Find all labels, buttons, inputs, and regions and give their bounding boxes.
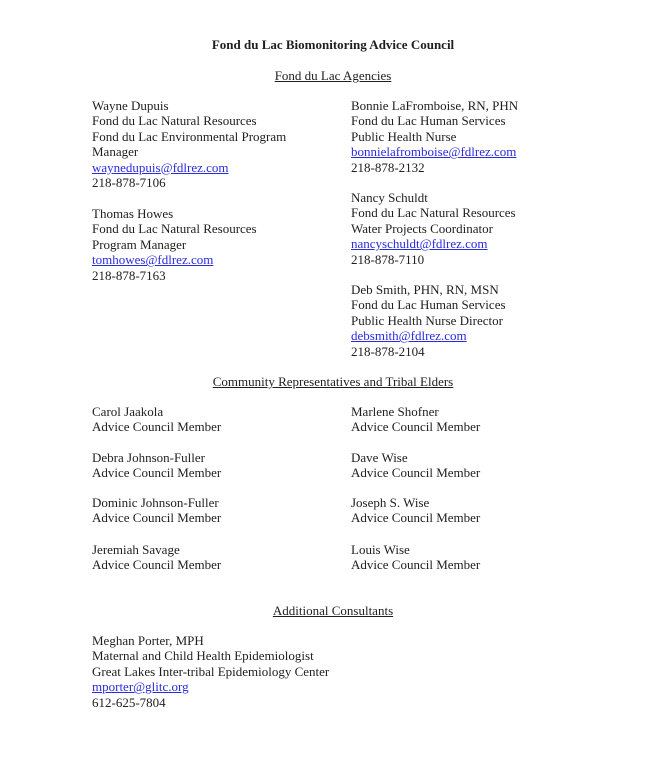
- contact-detail: Fond du Lac Natural Resources: [351, 205, 516, 221]
- contact-entry: [92, 633, 329, 710]
- contact-entry: [351, 495, 480, 526]
- email-link[interactable]: waynedupuis@fdlrez.com: [92, 159, 229, 175]
- contact-name: Carol Jaakola: [92, 404, 164, 419]
- contact-detail: Maternal and Child Health Epidemiologist: [92, 648, 314, 664]
- email-line: [351, 144, 518, 159]
- contact-name: Bonnie LaFromboise, RN, PHN: [351, 98, 519, 113]
- email-line: [92, 252, 257, 267]
- contact-entry: [351, 542, 480, 573]
- contact-entry: [351, 98, 518, 175]
- contact-entry: [351, 190, 516, 267]
- contact-detail: Manager: [92, 144, 139, 160]
- email-link[interactable]: nancyschuldt@fdlrez.com: [351, 236, 488, 252]
- contact-name: Deb Smith, PHN, RN, MSN: [351, 282, 499, 297]
- contact-name: Wayne Dupuis: [92, 98, 169, 113]
- contact-name: Joseph S. Wise: [351, 495, 430, 510]
- phone-number: 218-878-7106: [92, 175, 166, 191]
- contact-entry: [92, 98, 286, 190]
- contact-detail: Advice Council Member: [92, 510, 222, 526]
- contact-detail: Fond du Lac Environmental Program: [92, 128, 287, 144]
- contact-detail: Fond du Lac Natural Resources: [92, 113, 257, 129]
- section-heading-consultants: [0, 603, 660, 619]
- email-link[interactable]: bonnielafromboise@fdlrez.com: [351, 144, 517, 160]
- document-title: Fond du Lac Biomonitoring Advice Council: [211, 37, 455, 52]
- contact-detail: Advice Council Member: [92, 465, 222, 481]
- contact-name: Marlene Shofner: [351, 404, 439, 419]
- contact-entry: [92, 450, 221, 481]
- contact-detail: Public Health Nurse: [351, 128, 457, 144]
- email-line: [92, 679, 329, 694]
- contact-detail: Fond du Lac Human Services: [351, 113, 506, 129]
- contact-name: Meghan Porter, MPH: [92, 633, 204, 648]
- heading-text: Additional Consultants: [272, 603, 394, 618]
- contact-entry: [351, 450, 480, 481]
- contact-name: Thomas Howes: [92, 206, 174, 221]
- contact-detail: Advice Council Member: [351, 419, 481, 435]
- email-line: [92, 160, 286, 175]
- phone-number: 218-878-2104: [351, 343, 425, 359]
- phone-number: 218-878-2132: [351, 159, 425, 175]
- contact-name: Louis Wise: [351, 542, 410, 557]
- section-heading-agencies: [0, 68, 660, 84]
- section-heading-community: [0, 374, 660, 390]
- contact-name: Debra Johnson-Fuller: [92, 450, 206, 465]
- email-line: [351, 328, 506, 343]
- contact-name: Dominic Johnson-Fuller: [92, 495, 219, 510]
- contact-entry: [92, 542, 221, 573]
- contact-entry: [92, 495, 221, 526]
- contact-detail: Fond du Lac Human Services: [351, 297, 506, 313]
- email-link[interactable]: mporter@glitc.org: [92, 679, 189, 695]
- contact-detail: Advice Council Member: [92, 557, 222, 573]
- contact-entry: [351, 404, 480, 435]
- phone-number: 218-878-7110: [351, 251, 425, 267]
- contact-entry: [351, 282, 506, 359]
- contact-name: Nancy Schuldt: [351, 190, 428, 205]
- contact-name: Dave Wise: [351, 450, 408, 465]
- contact-detail: Great Lakes Inter-tribal Epidemiology Center: [92, 663, 330, 679]
- contact-detail: Advice Council Member: [92, 419, 222, 435]
- phone-number: 612-625-7804: [92, 694, 166, 710]
- contact-detail: Advice Council Member: [351, 557, 481, 573]
- heading-text: Community Representatives and Tribal Elders: [212, 374, 454, 389]
- email-link[interactable]: tomhowes@fdlrez.com: [92, 252, 214, 268]
- contact-detail: Fond du Lac Natural Resources: [92, 221, 257, 237]
- contact-entry: [92, 404, 221, 435]
- email-line: [351, 236, 516, 251]
- contact-name: Jeremiah Savage: [92, 542, 180, 557]
- heading-text: Fond du Lac Agencies: [274, 68, 392, 83]
- contact-detail: Advice Council Member: [351, 465, 481, 481]
- email-link[interactable]: debsmith@fdlrez.com: [351, 328, 467, 344]
- contact-detail: Water Projects Coordinator: [351, 220, 493, 236]
- contact-detail: Program Manager: [92, 236, 187, 252]
- contact-entry: [92, 206, 257, 283]
- phone-number: 218-878-7163: [92, 267, 166, 283]
- contact-detail: Public Health Nurse Director: [351, 312, 503, 328]
- contact-detail: Advice Council Member: [351, 510, 481, 526]
